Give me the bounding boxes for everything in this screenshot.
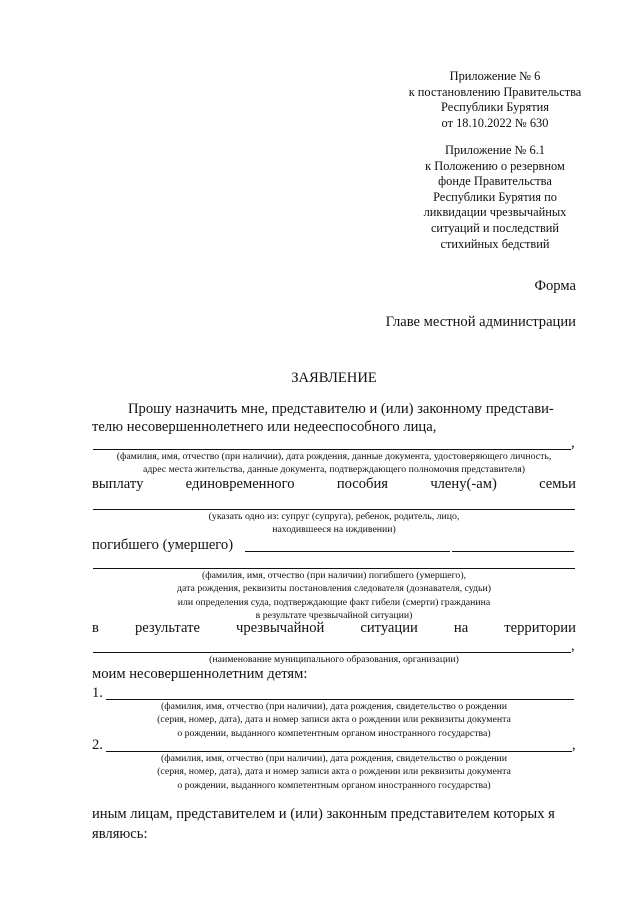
emergency-word: чрезвычайной [236, 620, 325, 636]
appendix-6-1-line: к Положению о резервном [425, 158, 565, 173]
intro-line-2: телю несовершеннолетнего или недееспособного лица, [92, 419, 437, 435]
appendix-6-1-line: ситуаций и последствий [430, 220, 560, 235]
payment-word: единовременного [185, 476, 295, 492]
hint-line: (серия, номер, дата), дата и номер записи акта о рождении или реквизиты документа [157, 766, 511, 778]
emergency-word: территории [504, 620, 576, 636]
applicant-hint [92, 450, 576, 477]
emergency-word: ситуации [360, 620, 418, 636]
emergency-row [92, 620, 576, 637]
appendix-6-1-line: стихийных бедствий [440, 236, 550, 251]
hint-line: (фамилия, имя, отчество (при наличии), дата рождения, данные документа, удостоверяющего личность, [116, 451, 552, 462]
appendix-6-header [380, 69, 610, 131]
others-line-1: иным лицам, представителем и (или) законным представителем которых я [92, 806, 555, 822]
hint-line: (фамилия, имя, отчество (при наличии), дата рождения, свидетельство о рождении [161, 753, 507, 764]
payment-word: семьи [539, 476, 576, 492]
deceased-hint [92, 569, 576, 623]
appendix-6-line: к постановлению Правительства [408, 84, 582, 99]
hint-line: или определения суда, подтверждающие факт гибели (смерти) гражданина [177, 596, 491, 608]
child-1-number: 1. [92, 685, 103, 701]
deceased-line-a[interactable] [245, 551, 450, 552]
document-title: ЗАЯВЛЕНИЕ [291, 370, 377, 386]
deceased-label: погибшего (умершего) [92, 537, 234, 553]
hint-line: (серия, номер, дата), дата и номер записи акта о рождении или реквизиты документа [157, 714, 511, 726]
applicant-comma: , [571, 435, 575, 451]
relation-hint [92, 510, 576, 537]
intro-line-1: Прошу назначить мне, представителю и (или) законному представи- [128, 401, 554, 417]
child-2-hint [92, 752, 576, 792]
child-2-comma: , [572, 737, 576, 753]
appendix-6-line: Республики Бурятия [441, 100, 549, 115]
municipality-comma: , [571, 638, 575, 654]
appendix-6-1-header [380, 143, 610, 252]
others-line-2: являюсь: [92, 826, 148, 842]
hint-line: адрес места жительства, данные документа, подтверждающего полномочия представителя) [142, 464, 526, 476]
municipality-hint: (наименование муниципального образования, организации) [209, 654, 459, 665]
hint-line: (фамилия, имя, отчество (при наличии) погибшего (умершего), [201, 570, 467, 581]
appendix-6-line: Приложение № 6 [449, 69, 541, 83]
appendix-6-1-line: ликвидации чрезвычайных [423, 205, 567, 220]
payment-row [92, 476, 576, 493]
minors-label: моим несовершеннолетним детям: [92, 666, 308, 682]
emergency-word: на [453, 620, 469, 636]
hint-line: о рождении, выданного компетентным органом иностранного государства) [177, 779, 491, 791]
emergency-word: результате [134, 620, 200, 636]
hint-line: (фамилия, имя, отчество (при наличии), дата рождения, свидетельство о рождении [161, 701, 507, 712]
hint-line: (указать одно из: супруг (супруга), ребенок, родитель, лицо, [208, 511, 460, 522]
payment-word: пособия [336, 476, 389, 492]
hint-line: дата рождения, реквизиты постановления следователя (дознавателя, судьи) [177, 583, 491, 595]
emergency-word: в [92, 620, 99, 636]
hint-line: находившееся на иждивении) [272, 524, 396, 536]
appendix-6-1-line: фонде Правительства [438, 174, 552, 189]
addressee: Главе местной администрации [385, 314, 576, 330]
appendix-6-line: от 18.10.2022 № 630 [441, 115, 549, 130]
deceased-line-b[interactable] [452, 551, 574, 552]
child-1-hint [92, 700, 576, 740]
child-2-number: 2. [92, 737, 103, 753]
form-label: Форма [534, 278, 576, 294]
hint-line: о рождении, выданного компетентным органом иностранного государства) [177, 727, 491, 739]
appendix-6-1-line: Республики Бурятия по [433, 189, 557, 204]
payment-word: члену(-ам) [430, 476, 497, 492]
hint-line: в результате чрезвычайной ситуации) [255, 610, 413, 622]
payment-word: выплату [92, 476, 144, 492]
appendix-6-1-line: Приложение № 6.1 [444, 143, 545, 157]
